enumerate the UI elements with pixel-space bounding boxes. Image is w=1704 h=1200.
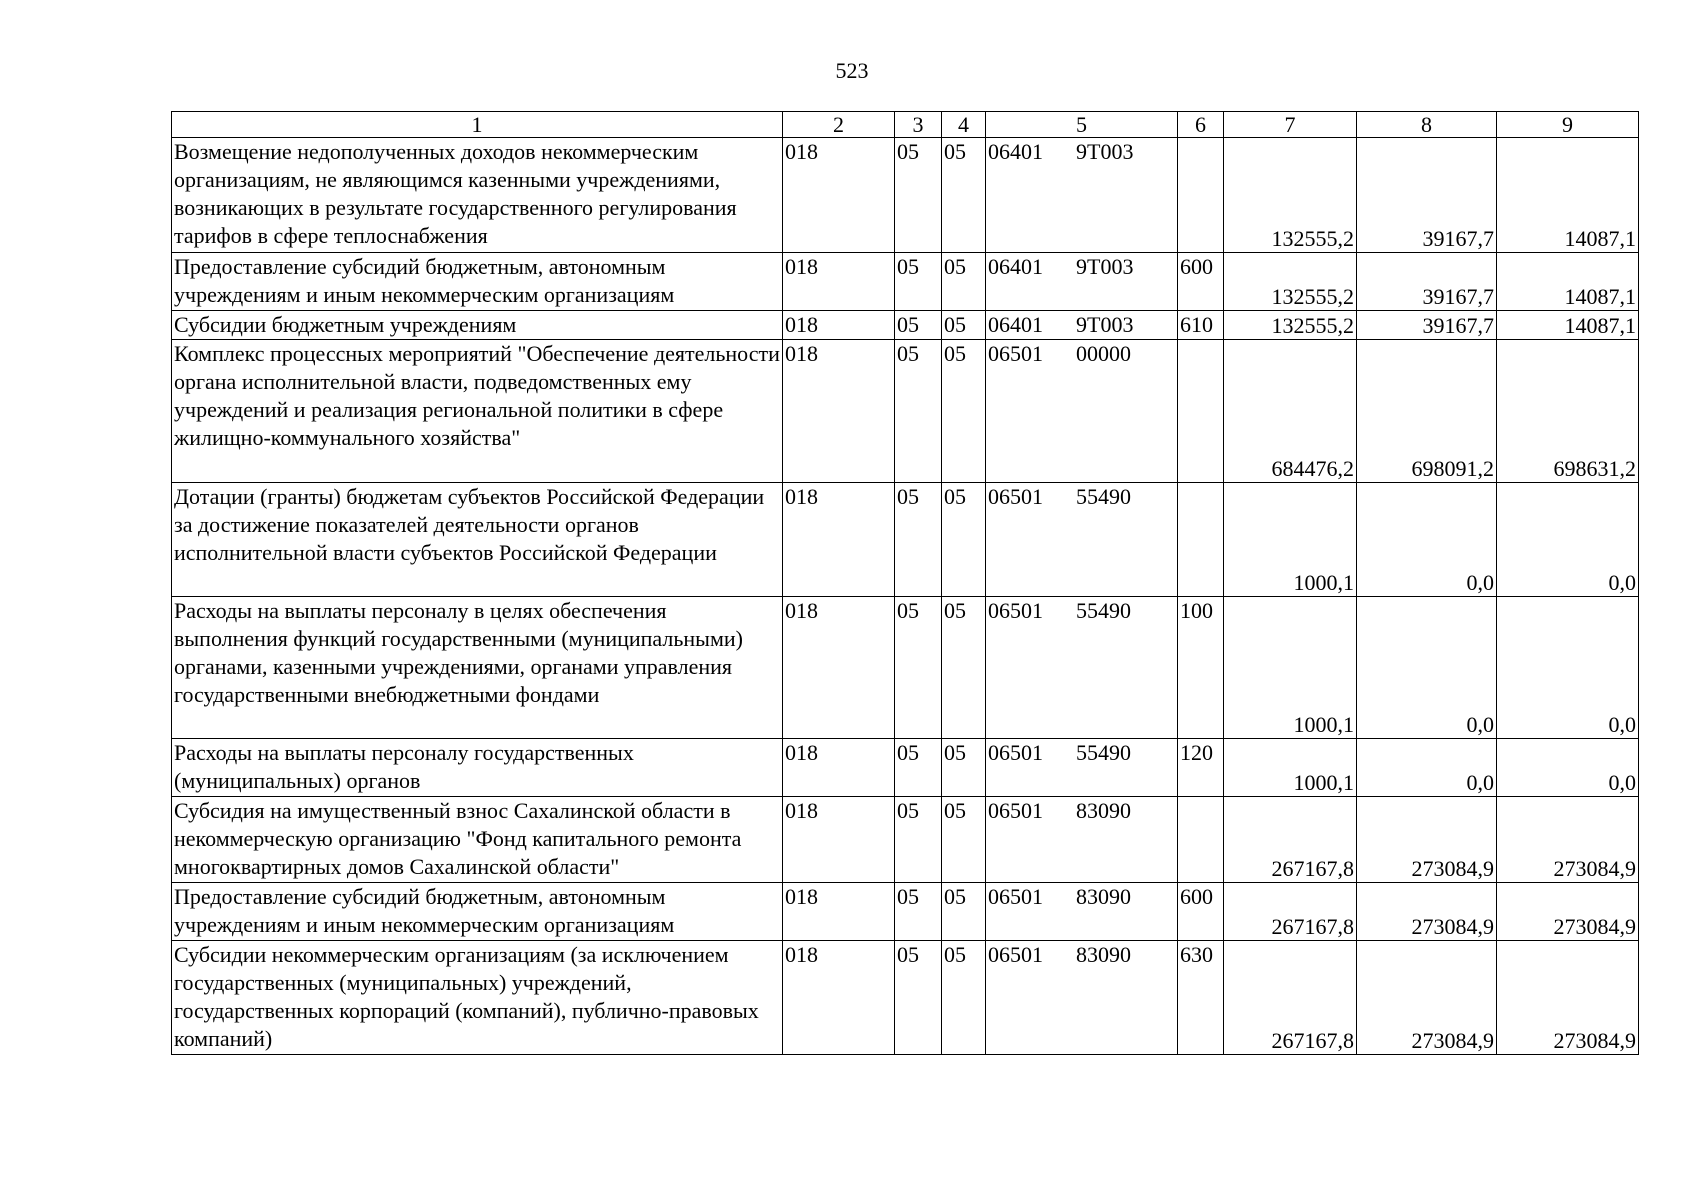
program-code: 06501 <box>988 484 1043 509</box>
cell-col7: 267167,8 <box>1224 883 1357 941</box>
cell-col3: 05 <box>895 797 942 883</box>
program-code: 06401 <box>988 139 1043 164</box>
cell-col5 <box>986 739 1178 797</box>
cell-col5 <box>986 941 1178 1055</box>
direction-code: 83090 <box>1076 942 1131 967</box>
direction-code: 55490 <box>1076 484 1131 509</box>
table-row <box>172 340 1639 483</box>
cell-col3: 05 <box>895 340 942 483</box>
cell-col3: 05 <box>895 138 942 253</box>
cell-col2: 018 <box>783 138 895 253</box>
cell-col4: 05 <box>942 597 986 739</box>
cell-col9: 14087,1 <box>1497 311 1639 340</box>
row-description: Расходы на выплаты персоналу государственных (муниципальных) органов <box>172 739 783 797</box>
program-code: 06501 <box>988 798 1043 823</box>
cell-col4: 05 <box>942 340 986 483</box>
cell-col8: 39167,7 <box>1357 311 1497 340</box>
cell-col7: 267167,8 <box>1224 797 1357 883</box>
cell-col8: 273084,9 <box>1357 941 1497 1055</box>
cell-col9: 0,0 <box>1497 739 1639 797</box>
column-header: 4 <box>942 112 986 138</box>
cell-col8: 0,0 <box>1357 597 1497 739</box>
cell-col2: 018 <box>783 340 895 483</box>
cell-col7: 132555,2 <box>1224 138 1357 253</box>
program-code: 06501 <box>988 740 1043 765</box>
direction-code: 9Т003 <box>1076 139 1134 164</box>
cell-col8: 0,0 <box>1357 739 1497 797</box>
cell-col5 <box>986 883 1178 941</box>
table-row <box>172 883 1639 941</box>
cell-col9: 273084,9 <box>1497 941 1639 1055</box>
table-row <box>172 739 1639 797</box>
cell-col4: 05 <box>942 138 986 253</box>
row-description: Дотации (гранты) бюджетам субъектов Российской Федерации за достижение показателей деятельности органов исполнительной власти субъектов Российской Федерации <box>172 483 783 597</box>
direction-code: 55490 <box>1076 598 1131 623</box>
cell-col7: 132555,2 <box>1224 311 1357 340</box>
cell-col9: 0,0 <box>1497 483 1639 597</box>
cell-col3: 05 <box>895 597 942 739</box>
row-description: Комплекс процессных мероприятий "Обеспечение деятельности органа исполнительной власти, подведомственных ему учреждений и реализация региональной политики в сфере жилищно-коммунального хозяйства" <box>172 340 783 483</box>
cell-col6: 120 <box>1178 739 1224 797</box>
column-header: 1 <box>172 112 783 138</box>
cell-col7: 1000,1 <box>1224 597 1357 739</box>
row-description: Расходы на выплаты персоналу в целях обеспечения выполнения функций государственными (муниципальными) органами, казенными учреждениями, органами управления государственными внебюджетными фондами <box>172 597 783 739</box>
cell-col4: 05 <box>942 253 986 311</box>
cell-col9: 14087,1 <box>1497 253 1639 311</box>
program-code: 06501 <box>988 341 1043 366</box>
column-header: 2 <box>783 112 895 138</box>
program-code: 06501 <box>988 598 1043 623</box>
column-header: 7 <box>1224 112 1357 138</box>
cell-col5 <box>986 340 1178 483</box>
column-header: 3 <box>895 112 942 138</box>
direction-code: 83090 <box>1076 798 1131 823</box>
cell-col6 <box>1178 797 1224 883</box>
cell-col4: 05 <box>942 941 986 1055</box>
cell-col3: 05 <box>895 311 942 340</box>
cell-col3: 05 <box>895 739 942 797</box>
direction-code: 55490 <box>1076 740 1131 765</box>
direction-code: 9Т003 <box>1076 312 1134 337</box>
cell-col2: 018 <box>783 597 895 739</box>
cell-col8: 698091,2 <box>1357 340 1497 483</box>
row-description: Субсидии некоммерческим организациям (за исключением государственных (муниципальных) учреждений, государственных корпораций (компаний), публично-правовых компаний) <box>172 941 783 1055</box>
program-code: 06501 <box>988 884 1043 909</box>
cell-col2: 018 <box>783 797 895 883</box>
cell-col9: 273084,9 <box>1497 797 1639 883</box>
cell-col7: 684476,2 <box>1224 340 1357 483</box>
row-description: Предоставление субсидий бюджетным, автономным учреждениям и иным некоммерческим организациям <box>172 883 783 941</box>
page-number: 523 <box>835 58 869 83</box>
cell-col9: 0,0 <box>1497 597 1639 739</box>
table-row <box>172 138 1639 253</box>
cell-col5 <box>986 253 1178 311</box>
cell-col8: 39167,7 <box>1357 253 1497 311</box>
cell-col8: 39167,7 <box>1357 138 1497 253</box>
cell-col3: 05 <box>895 483 942 597</box>
cell-col4: 05 <box>942 739 986 797</box>
row-description: Предоставление субсидий бюджетным, автономным учреждениям и иным некоммерческим организациям <box>172 253 783 311</box>
cell-col5 <box>986 311 1178 340</box>
cell-col6 <box>1178 340 1224 483</box>
cell-col7: 267167,8 <box>1224 941 1357 1055</box>
table-row <box>172 253 1639 311</box>
program-code: 06401 <box>988 312 1043 337</box>
table-row <box>172 797 1639 883</box>
cell-col2: 018 <box>783 883 895 941</box>
table-row <box>172 311 1639 340</box>
cell-col3: 05 <box>895 941 942 1055</box>
row-description: Возмещение недополученных доходов некоммерческим организациям, не являющимся казенными учреждениями, возникающих в результате государственного регулирования тарифов в сфере теплоснабжения <box>172 138 783 253</box>
column-header: 8 <box>1357 112 1497 138</box>
cell-col9: 14087,1 <box>1497 138 1639 253</box>
cell-col9: 273084,9 <box>1497 883 1639 941</box>
cell-col8: 273084,9 <box>1357 797 1497 883</box>
cell-col4: 05 <box>942 311 986 340</box>
cell-col6: 610 <box>1178 311 1224 340</box>
cell-col5 <box>986 797 1178 883</box>
cell-col2: 018 <box>783 739 895 797</box>
direction-code: 83090 <box>1076 884 1131 909</box>
program-code: 06401 <box>988 254 1043 279</box>
row-description: Субсидии бюджетным учреждениям <box>172 311 783 340</box>
cell-col4: 05 <box>942 883 986 941</box>
budget-table <box>171 111 1639 1055</box>
direction-code: 9Т003 <box>1076 254 1134 279</box>
program-code: 06501 <box>988 942 1043 967</box>
cell-col5 <box>986 483 1178 597</box>
table-row <box>172 941 1639 1055</box>
cell-col3: 05 <box>895 253 942 311</box>
cell-col9: 698631,2 <box>1497 340 1639 483</box>
cell-col5 <box>986 597 1178 739</box>
table-row <box>172 483 1639 597</box>
cell-col6: 100 <box>1178 597 1224 739</box>
cell-col6: 600 <box>1178 883 1224 941</box>
column-header: 6 <box>1178 112 1224 138</box>
cell-col4: 05 <box>942 797 986 883</box>
cell-col8: 273084,9 <box>1357 883 1497 941</box>
cell-col8: 0,0 <box>1357 483 1497 597</box>
cell-col5 <box>986 138 1178 253</box>
header-row <box>172 112 1639 138</box>
cell-col6: 630 <box>1178 941 1224 1055</box>
cell-col7: 132555,2 <box>1224 253 1357 311</box>
column-header: 5 <box>986 112 1178 138</box>
direction-code: 00000 <box>1076 341 1131 366</box>
cell-col6 <box>1178 483 1224 597</box>
cell-col6: 600 <box>1178 253 1224 311</box>
cell-col2: 018 <box>783 941 895 1055</box>
cell-col2: 018 <box>783 311 895 340</box>
cell-col4: 05 <box>942 483 986 597</box>
cell-col2: 018 <box>783 253 895 311</box>
cell-col3: 05 <box>895 883 942 941</box>
cell-col2: 018 <box>783 483 895 597</box>
column-header: 9 <box>1497 112 1639 138</box>
table-row <box>172 597 1639 739</box>
row-description: Субсидия на имущественный взнос Сахалинской области в некоммерческую организацию "Фонд капитального ремонта многоквартирных домов Сахалинской области" <box>172 797 783 883</box>
cell-col7: 1000,1 <box>1224 483 1357 597</box>
cell-col7: 1000,1 <box>1224 739 1357 797</box>
cell-col6 <box>1178 138 1224 253</box>
